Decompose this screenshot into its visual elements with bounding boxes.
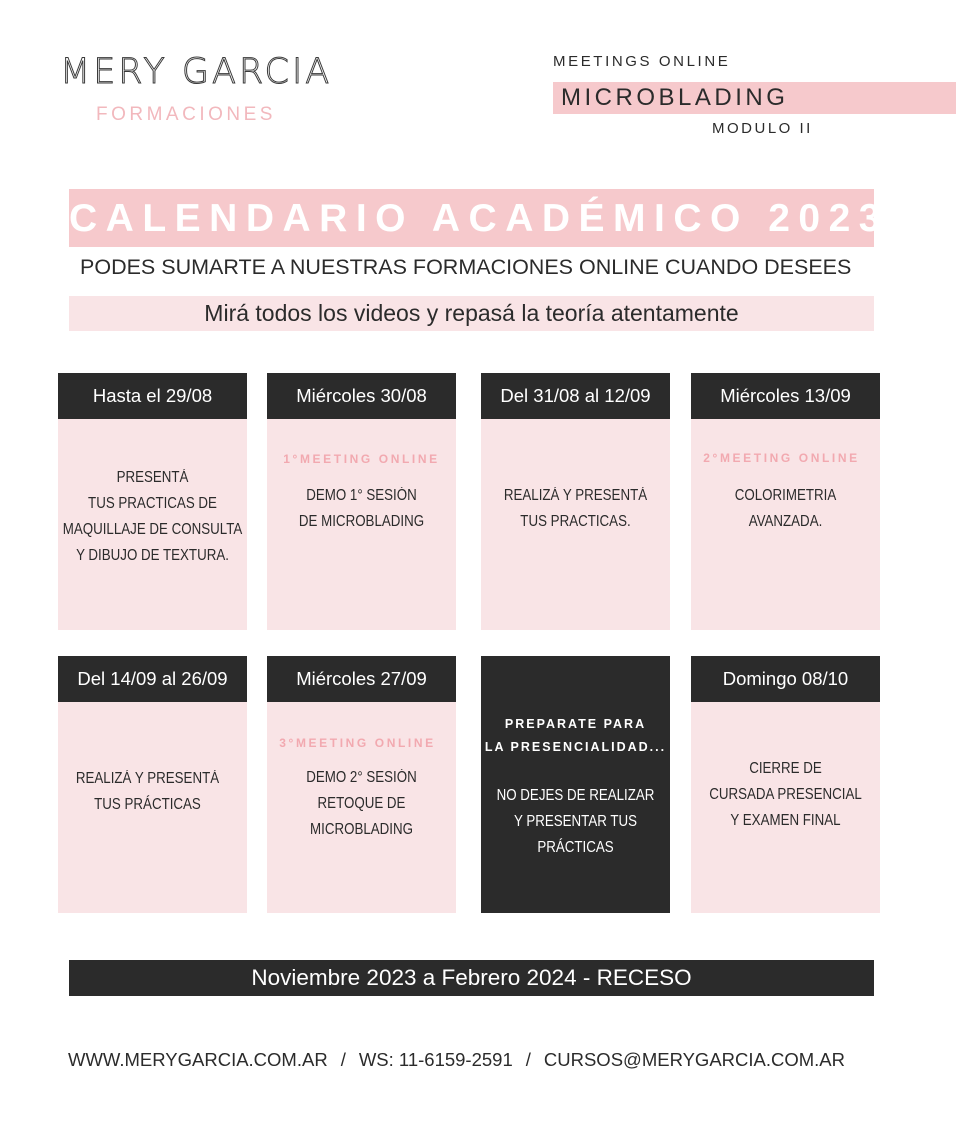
schedule-card <box>691 373 880 630</box>
card-title: PREPARATE PARA LA PRESENCIALIDAD... <box>484 717 667 754</box>
card-text: NO DEJES DE REALIZAR Y PRESENTAR TUS PRÁCTICAS <box>496 787 655 856</box>
brand-subtitle: FORMACIONES <box>96 104 276 125</box>
phone-contact[interactable]: WS: 11-6159-2591 <box>358 1049 513 1070</box>
card-date: Domingo 08/10 <box>691 656 880 702</box>
card-date: Del 31/08 al 12/09 <box>481 373 670 419</box>
card-text: DEMO 2° SESIÓN RETOQUE DE MICROBLADING <box>306 769 417 838</box>
schedule-card <box>481 373 670 630</box>
calendar-subtitle: PODES SUMARTE A NUESTRAS FORMACIONES ONLINE CUANDO DESEES <box>80 255 852 279</box>
schedule-card <box>267 373 456 630</box>
recess-text: Noviembre 2023 a Febrero 2024 - RECESO <box>251 965 692 990</box>
schedule-card <box>58 373 247 630</box>
card-body <box>691 419 880 630</box>
email-link[interactable]: CURSOS@MERYGARCIA.COM.AR <box>543 1049 846 1070</box>
schedule-card-dark <box>481 656 670 913</box>
card-body <box>481 419 670 630</box>
footer-separator: / <box>340 1049 346 1070</box>
schedule-card <box>267 656 456 913</box>
schedule-card <box>58 656 247 913</box>
card-body <box>267 702 456 913</box>
card-body <box>691 702 880 913</box>
schedule-card <box>691 656 880 913</box>
meeting-badge: 1°MEETING ONLINE <box>283 452 440 466</box>
calendar-title: CALENDARIO ACADÉMICO 2023 <box>69 197 889 240</box>
footer-contacts <box>68 1049 845 1071</box>
card-text: DEMO 1° SESIÓN DE MICROBLADING <box>298 487 425 530</box>
footer-separator: / <box>525 1049 531 1070</box>
meeting-badge: 3°MEETING ONLINE <box>279 736 436 750</box>
meetings-label: MEETINGS ONLINE <box>553 53 731 70</box>
card-date: Miércoles 13/09 <box>691 373 880 419</box>
calendar-note: Mirá todos los videos y repasá la teoría atentamente <box>204 300 739 326</box>
card-body <box>481 656 670 913</box>
card-body <box>58 702 247 913</box>
course-title: MICROBLADING <box>561 84 789 111</box>
card-text: REALIZÁ Y PRESENTÁ TUS PRACTICAS. <box>503 487 648 530</box>
card-date: Hasta el 29/08 <box>58 373 247 419</box>
card-text: CIERRE DE CURSADA PRESENCIAL Y EXAMEN FINAL <box>709 760 862 829</box>
website-link[interactable]: WWW.MERYGARCIA.COM.AR <box>68 1049 328 1070</box>
card-text: PRESENTÁ TUS PRACTICAS DE MAQUILLAJE DE CONSULTA Y DIBUJO DE TEXTURA. <box>62 469 243 564</box>
card-body <box>267 419 456 630</box>
module-label: MODULO II <box>712 120 813 137</box>
meeting-badge: 2°MEETING ONLINE <box>703 451 860 465</box>
card-text: COLORIMETRIA AVANZADA. <box>734 487 837 530</box>
card-date: Miércoles 30/08 <box>267 373 456 419</box>
brand-logo: MERY GARCIA <box>60 52 333 92</box>
card-body <box>58 419 247 630</box>
card-date: Del 14/09 al 26/09 <box>58 656 247 702</box>
card-date: Miércoles 27/09 <box>267 656 456 702</box>
card-text: REALIZÁ Y PRESENTÁ TUS PRÁCTICAS <box>75 770 220 813</box>
